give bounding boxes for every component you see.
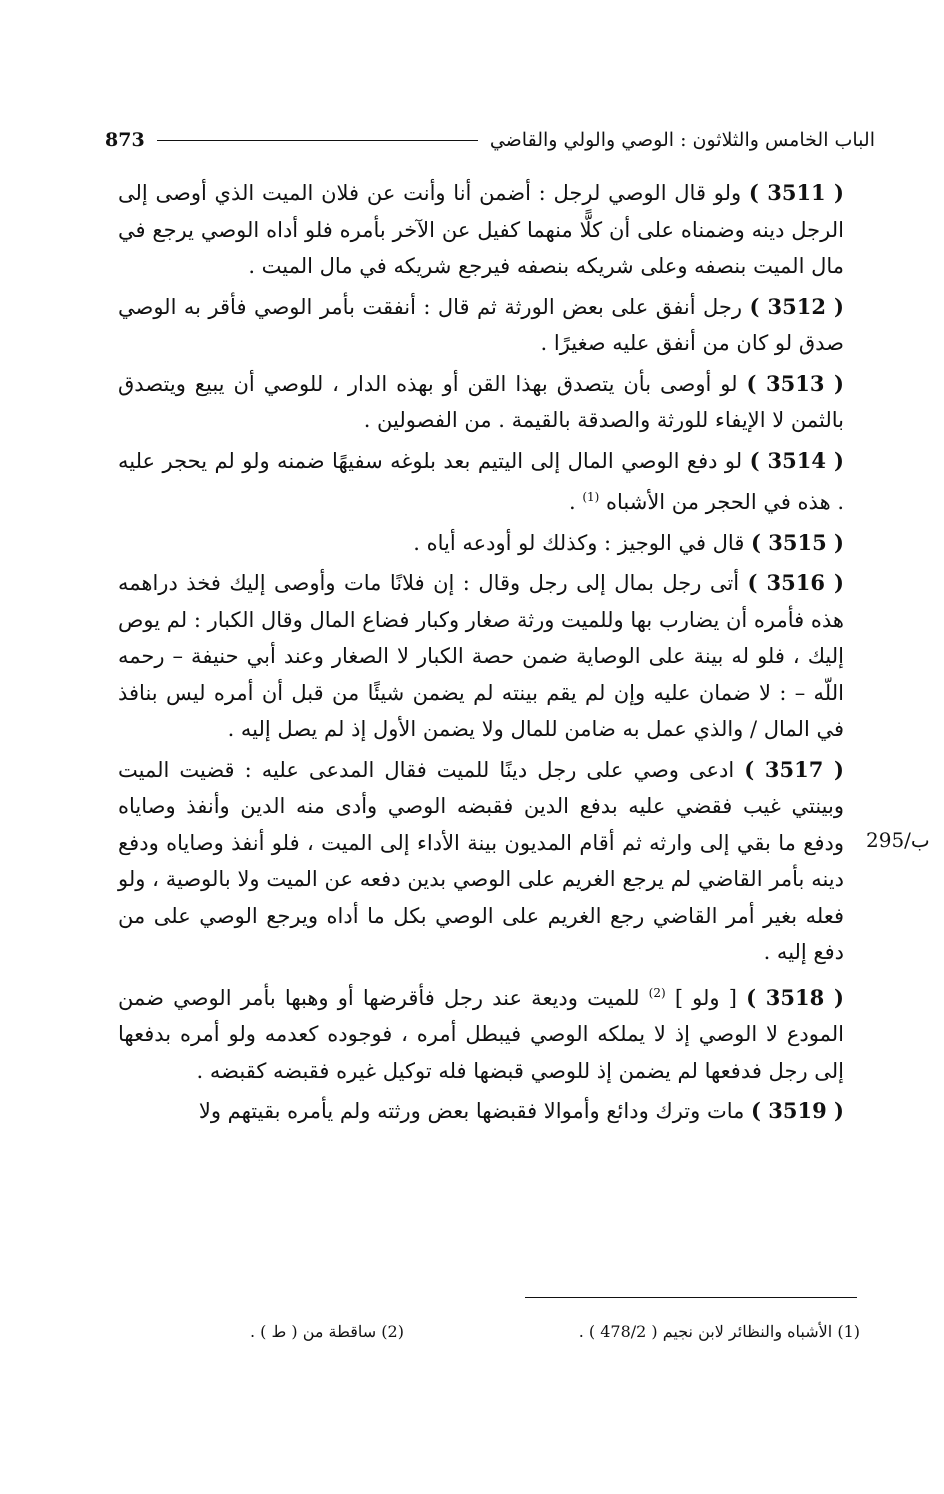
paragraph-tail: . bbox=[568, 490, 583, 514]
paragraph-3515 bbox=[118, 525, 844, 562]
paragraph-3518 bbox=[118, 975, 844, 1090]
paragraph-text: لو أوصى بأن يتصدق بهذا القن أو بهذه الدار ، للوصي أن يبيع ويتصدق بالثمن لا الإيفاء للورثة والصدقة بالقيمة . من الفصولين . bbox=[118, 371, 844, 432]
paragraph-3511 bbox=[118, 175, 844, 285]
issue-number: ( 3519 ) bbox=[751, 1098, 844, 1123]
footnotes bbox=[250, 1322, 860, 1352]
paragraph-text: [ ولو ] bbox=[665, 985, 747, 1010]
issue-number: ( 3515 ) bbox=[751, 529, 844, 555]
paragraph-text: مات وترك ودائع وأموالا فقبضها بعض ورثته ولم يأمره بقيتهم ولا bbox=[198, 1099, 752, 1123]
issue-number: ( 3512 ) bbox=[749, 293, 844, 319]
footnote-separator bbox=[525, 1297, 857, 1298]
paragraph-text: ولو قال الوصي لرجل : أضمن أنا وأنت عن فلان الميت الذي أوصى إلى الرجل دينه وضمناه على أن كلًّا منهما كفيل عن الآخر بأمره فلو أداه الوصي يرجع في مال الميت بنصفه وعلى شريكه بنصفه فيرجع شريكه في مال الميت . bbox=[118, 181, 844, 278]
issue-number: ( 3511 ) bbox=[748, 180, 844, 205]
footnote-ref[interactable]: (2) bbox=[648, 985, 666, 1000]
page-number: 873 bbox=[105, 129, 145, 151]
issue-number: ( 3518 ) bbox=[746, 984, 844, 1010]
issue-number: ( 3514 ) bbox=[749, 447, 844, 473]
issue-number: ( 3517 ) bbox=[744, 756, 844, 782]
main-text bbox=[118, 175, 844, 1134]
paragraph-3516 bbox=[118, 565, 844, 748]
footnote-ref[interactable]: (1) bbox=[582, 490, 600, 504]
paragraph-text: ادعى وصي على رجل دينًا للميت فقال المدعى عليه : قضيت الميت وبينتي غيب فقضي عليه بدفع الدين فقبضه الوصي وأدى منه الدين وأنفذ وصاياه ودفع ما بقي إلى وارثه ثم أقام المديون بينة الأداء إلى الميت ، فلو أنفذ وصاياه ودفع دينه بأمر القاضي لم يرجع الغريم على الوصي بدين دفعه عن الميت ولا بالوصية ، ولو فعله بغير أمر القاضي رجع الغريم على الوصي بكل ما أداه ويرجع الوصي على من دفع إليه . bbox=[118, 757, 844, 964]
paragraph-tail: للميت وديعة عند رجل فأقرضها أو وهبها بأمر الوصي ضمن المودع لا الوصي إذ لا يملكه الوصي فيبطل أمره ، فوجوده كعدمه ولو أمره بدفعها إلى رجل فدفعها لم يضمن إذ للوصي قبضها فله توكيل غيره فقبضه كقبضه . bbox=[118, 985, 844, 1083]
paragraph-3517 bbox=[118, 752, 844, 971]
paragraph-3513 bbox=[118, 366, 844, 439]
footnote-1: (1) الأشباه والنظائر لابن نجيم ( 478/2 ) . bbox=[578, 1322, 860, 1341]
paragraph-3514 bbox=[118, 443, 844, 521]
chapter-title: الباب الخامس والثلاثون : الوصي والولي والقاضي bbox=[489, 129, 875, 151]
paragraph-3519 bbox=[118, 1093, 844, 1130]
footnote-2: (2) ساقطة من ( ط ) . bbox=[250, 1322, 404, 1341]
issue-number: ( 3516 ) bbox=[747, 570, 844, 595]
issue-number: ( 3513 ) bbox=[746, 370, 844, 396]
paragraph-text: أتى رجل بمال إلى رجل وقال : إن فلانًا مات وأوصى إليك فخذ دراهمه هذه فأمره أن يضارب بها وللميت ورثة صغار وكبار فضاع المال وقال الكبار : لم يوص إليك ، فلو له بينة على الوصاية ضمن حصة الكبار لا الصغار وعند أبي حنيفة – رحمه اللّه – : لا ضمان عليه وإن لم يقم بينته لم يضمن شيئًا من قبل أن أمره ليس بنافذ في المال / والذي عمل به ضامن للمال ولا يضمن الأول إذ لم يصل إليه . bbox=[118, 571, 844, 741]
running-header bbox=[105, 124, 875, 156]
paragraph-text: لو دفع الوصي المال إلى اليتيم بعد بلوغه سفيهًا ضمنه ولو لم يحجر عليه . هذه في الحجر من الأشباه bbox=[118, 448, 844, 514]
header-rule bbox=[157, 140, 478, 141]
manuscript-folio-note: 295/ب bbox=[866, 828, 930, 852]
paragraph-text: رجل أنفق على بعض الورثة ثم قال : أنفقت بأمر الوصي فأقر به الوصي صدق لو كان من أنفق عليه صغيرًا . bbox=[118, 294, 844, 355]
paragraph-text: قال في الوجيز : وكذلك لو أودعه أياه . bbox=[413, 530, 752, 555]
paragraph-3512 bbox=[118, 289, 844, 362]
